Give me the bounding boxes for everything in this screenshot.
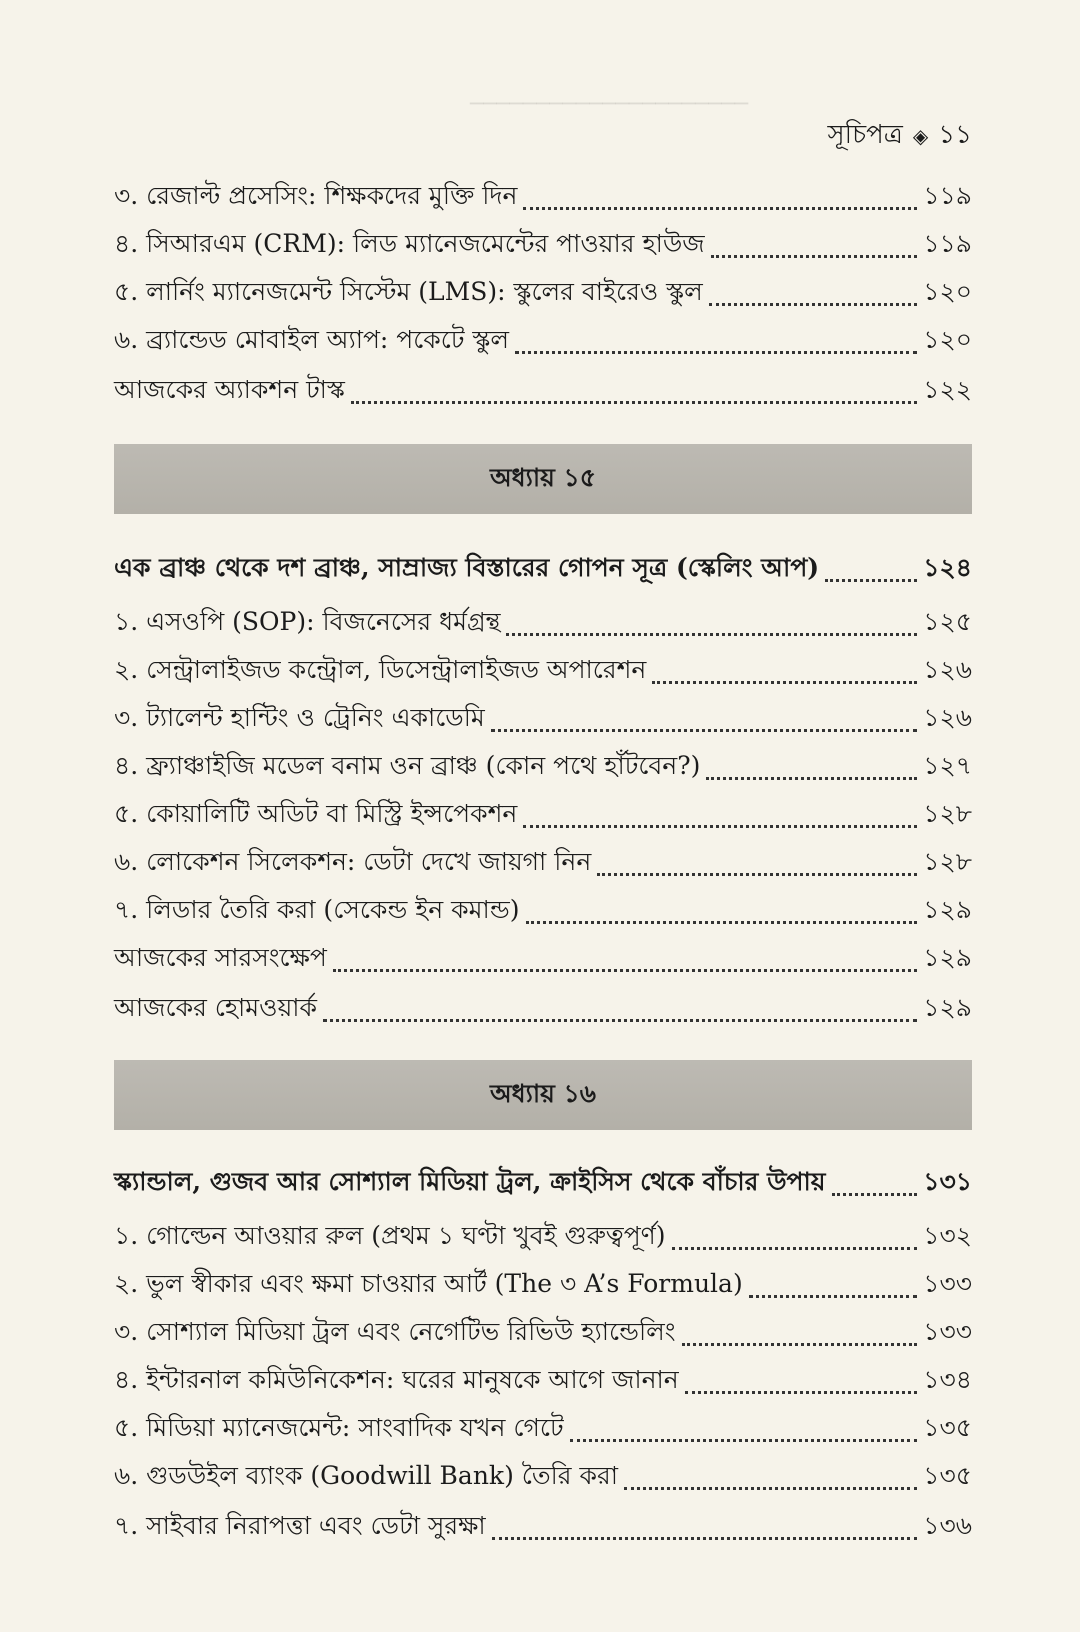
toc-entry-page: ১৩৩: [923, 1317, 972, 1346]
toc-entry-title: ৪. ফ্র্যাঞ্চাইজি মডেল বনাম ওন ব্রাঞ্চ (কোন পথে হাঁটবেন?): [114, 751, 701, 780]
page-number: ১১: [938, 120, 972, 150]
toc-entry-page: ১২৮: [923, 847, 972, 876]
dot-leader: [685, 1391, 918, 1394]
chapter-heading[interactable]: [114, 548, 972, 592]
dot-leader: [523, 825, 917, 828]
dot-leader: [672, 1247, 918, 1250]
toc-entry[interactable]: [114, 602, 972, 646]
toc-entry-title: ৭. লিডার তৈরি করা (সেকেন্ড ইন কমান্ড): [114, 895, 520, 924]
toc-entry-page: ১৩৩: [923, 1269, 972, 1298]
dot-leader: [832, 1193, 918, 1196]
dot-leader: [749, 1295, 918, 1298]
toc-entry[interactable]: [114, 1360, 972, 1404]
chapter-heading[interactable]: [114, 1162, 972, 1206]
toc-entry[interactable]: [114, 1456, 972, 1500]
chapter-heading-title: স্ক্যান্ডাল, গুজব আর সোশ্যাল মিডিয়া ট্রল, ক্রাইসিস থেকে বাঁচার উপায়: [114, 1167, 826, 1196]
chapter-16-bar: [114, 1060, 972, 1130]
dot-leader: [597, 873, 917, 876]
toc-entry[interactable]: [114, 890, 972, 934]
toc-entry-page: ১২২: [923, 375, 972, 404]
toc-entry-title: ৬. গুডউইল ব্যাংক (Goodwill Bank) তৈরি করা: [114, 1461, 618, 1490]
toc-entry[interactable]: [114, 1312, 972, 1356]
toc-entry[interactable]: [114, 938, 972, 982]
toc-entry-title: আজকের সারসংক্ষেপ: [114, 943, 327, 972]
chapter-heading-page: ১৩১: [923, 1167, 972, 1196]
dot-leader: [351, 401, 917, 404]
toc-entry-title: ৭. সাইবার নিরাপত্তা এবং ডেটা সুরক্ষা: [114, 1511, 486, 1540]
toc-entry[interactable]: [114, 370, 972, 414]
dot-leader: [515, 351, 917, 354]
toc-entry-page: ১২৬: [923, 703, 972, 732]
toc-entry-title: ৪. সিআরএম (CRM): লিড ম্যানেজমেন্টের পাওয়ার হাউজ: [114, 229, 705, 258]
toc-entry[interactable]: [114, 650, 972, 694]
toc-entry-page: ১২০: [923, 277, 972, 306]
toc-entry-page: ১২৯: [923, 993, 972, 1022]
toc-entry-title: ১. গোল্ডেন আওয়ার রুল (প্রথম ১ ঘণ্টা খুবই গুরুত্বপূর্ণ): [114, 1221, 666, 1250]
chapter-label: অধ্যায় ১৫: [489, 462, 597, 492]
toc-entry-title: ৩. ট্যালেন্ট হান্টিং ও ট্রেনিং একাডেমি: [114, 703, 485, 732]
dot-leader: [825, 579, 917, 582]
chapter-heading-title: এক ব্রাঞ্চ থেকে দশ ব্রাঞ্চ, সাম্রাজ্য বিস্তারের গোপন সূত্র (স্কেলিং আপ): [114, 553, 820, 582]
dot-leader: [526, 921, 918, 924]
toc-entry[interactable]: [114, 272, 972, 316]
toc-entry[interactable]: [114, 1216, 972, 1260]
toc-entry-page: ১২৯: [923, 895, 972, 924]
dot-leader: [523, 207, 917, 210]
toc-entry-page: ১২৬: [923, 655, 972, 684]
toc-entry[interactable]: [114, 794, 972, 838]
running-head: [827, 114, 972, 158]
toc-entry-title: ৬. ব্র্যান্ডেড মোবাইল অ্যাপ: পকেটে স্কুল: [114, 325, 510, 354]
dot-leader: [652, 681, 917, 684]
dot-leader: [709, 303, 917, 306]
toc-entry-page: ১১৯: [923, 181, 972, 210]
toc-entry-title: আজকের হোমওয়ার্ক: [114, 993, 318, 1022]
running-head-title: সূচিপত্র: [827, 120, 903, 150]
toc-entry-title: আজকের অ্যাকশন টাস্ক: [114, 375, 345, 404]
dot-leader: [682, 1343, 918, 1346]
toc-entry-page: ১৩৬: [923, 1511, 972, 1540]
dot-leader: [624, 1487, 917, 1490]
dot-leader: [491, 729, 918, 732]
dot-leader: [492, 1537, 918, 1540]
toc-entry-title: ৩. রেজাল্ট প্রসেসিং: শিক্ষকদের মুক্তি দিন: [114, 181, 518, 210]
dot-leader: [706, 777, 917, 780]
toc-entry-title: ৫. কোয়ালিটি অডিট বা মিস্ট্রি ইন্সপেকশন: [114, 799, 518, 828]
toc-entry[interactable]: [114, 988, 972, 1032]
chapter-label: অধ্যায় ১৬: [489, 1078, 597, 1108]
toc-entry-title: ১. এসওপি (SOP): বিজনেসের ধর্মগ্রন্থ: [114, 607, 501, 636]
dot-leader: [506, 633, 917, 636]
toc-entry-title: ২. সেন্ট্রালাইজড কন্ট্রোল, ডিসেন্ট্রালাইজড অপারেশন: [114, 655, 647, 684]
toc-entry[interactable]: [114, 224, 972, 268]
toc-entry[interactable]: [114, 320, 972, 364]
toc-entry-title: ৫. লার্নিং ম্যানেজমেন্ট সিস্টেম (LMS): স্কুলের বাইরেও স্কুল: [114, 277, 703, 306]
toc-entry[interactable]: [114, 746, 972, 790]
dot-leader: [323, 1019, 917, 1022]
toc-entry-page: ১৩৫: [923, 1461, 972, 1490]
toc-entry-page: ১৩৫: [923, 1413, 972, 1442]
diamond-icon: ◈: [912, 124, 929, 148]
toc-entry[interactable]: [114, 698, 972, 742]
toc-entry-title: ৩. সোশ্যাল মিডিয়া ট্রল এবং নেগেটিভ রিভিউ হ্যান্ডেলিং: [114, 1317, 676, 1346]
toc-entry-page: ১৩২: [923, 1221, 972, 1250]
toc-entry[interactable]: [114, 176, 972, 220]
toc-entry-page: ১১৯: [923, 229, 972, 258]
toc-entry-page: ১২৮: [923, 799, 972, 828]
toc-entry[interactable]: [114, 1264, 972, 1308]
chapter-heading-page: ১২৪: [923, 553, 972, 582]
dot-leader: [570, 1439, 918, 1442]
dot-leader: [711, 255, 918, 258]
toc-entry-page: ১২৯: [923, 943, 972, 972]
toc-entry[interactable]: [114, 1506, 972, 1550]
toc-entry-page: ১৩৪: [923, 1365, 972, 1394]
toc-entry-title: ৫. মিডিয়া ম্যানেজমেন্ট: সাংবাদিক যখন গেটে: [114, 1413, 564, 1442]
show-through-texture: ─────────────────────: [470, 92, 749, 117]
toc-entry[interactable]: [114, 1408, 972, 1452]
dot-leader: [333, 969, 917, 972]
toc-entry-title: ৪. ইন্টারনাল কমিউনিকেশন: ঘরের মানুষকে আগে জানান: [114, 1365, 679, 1394]
toc-entry[interactable]: [114, 842, 972, 886]
toc-entry-title: ২. ভুল স্বীকার এবং ক্ষমা চাওয়ার আর্ট (The ৩ A’s Formula): [114, 1269, 743, 1298]
toc-entry-page: ১২৭: [923, 751, 972, 780]
toc-entry-page: ১২৫: [923, 607, 972, 636]
toc-entry-title: ৬. লোকেশন সিলেকশন: ডেটা দেখে জায়গা নিন: [114, 847, 592, 876]
chapter-15-bar: [114, 444, 972, 514]
toc-entry-page: ১২০: [923, 325, 972, 354]
